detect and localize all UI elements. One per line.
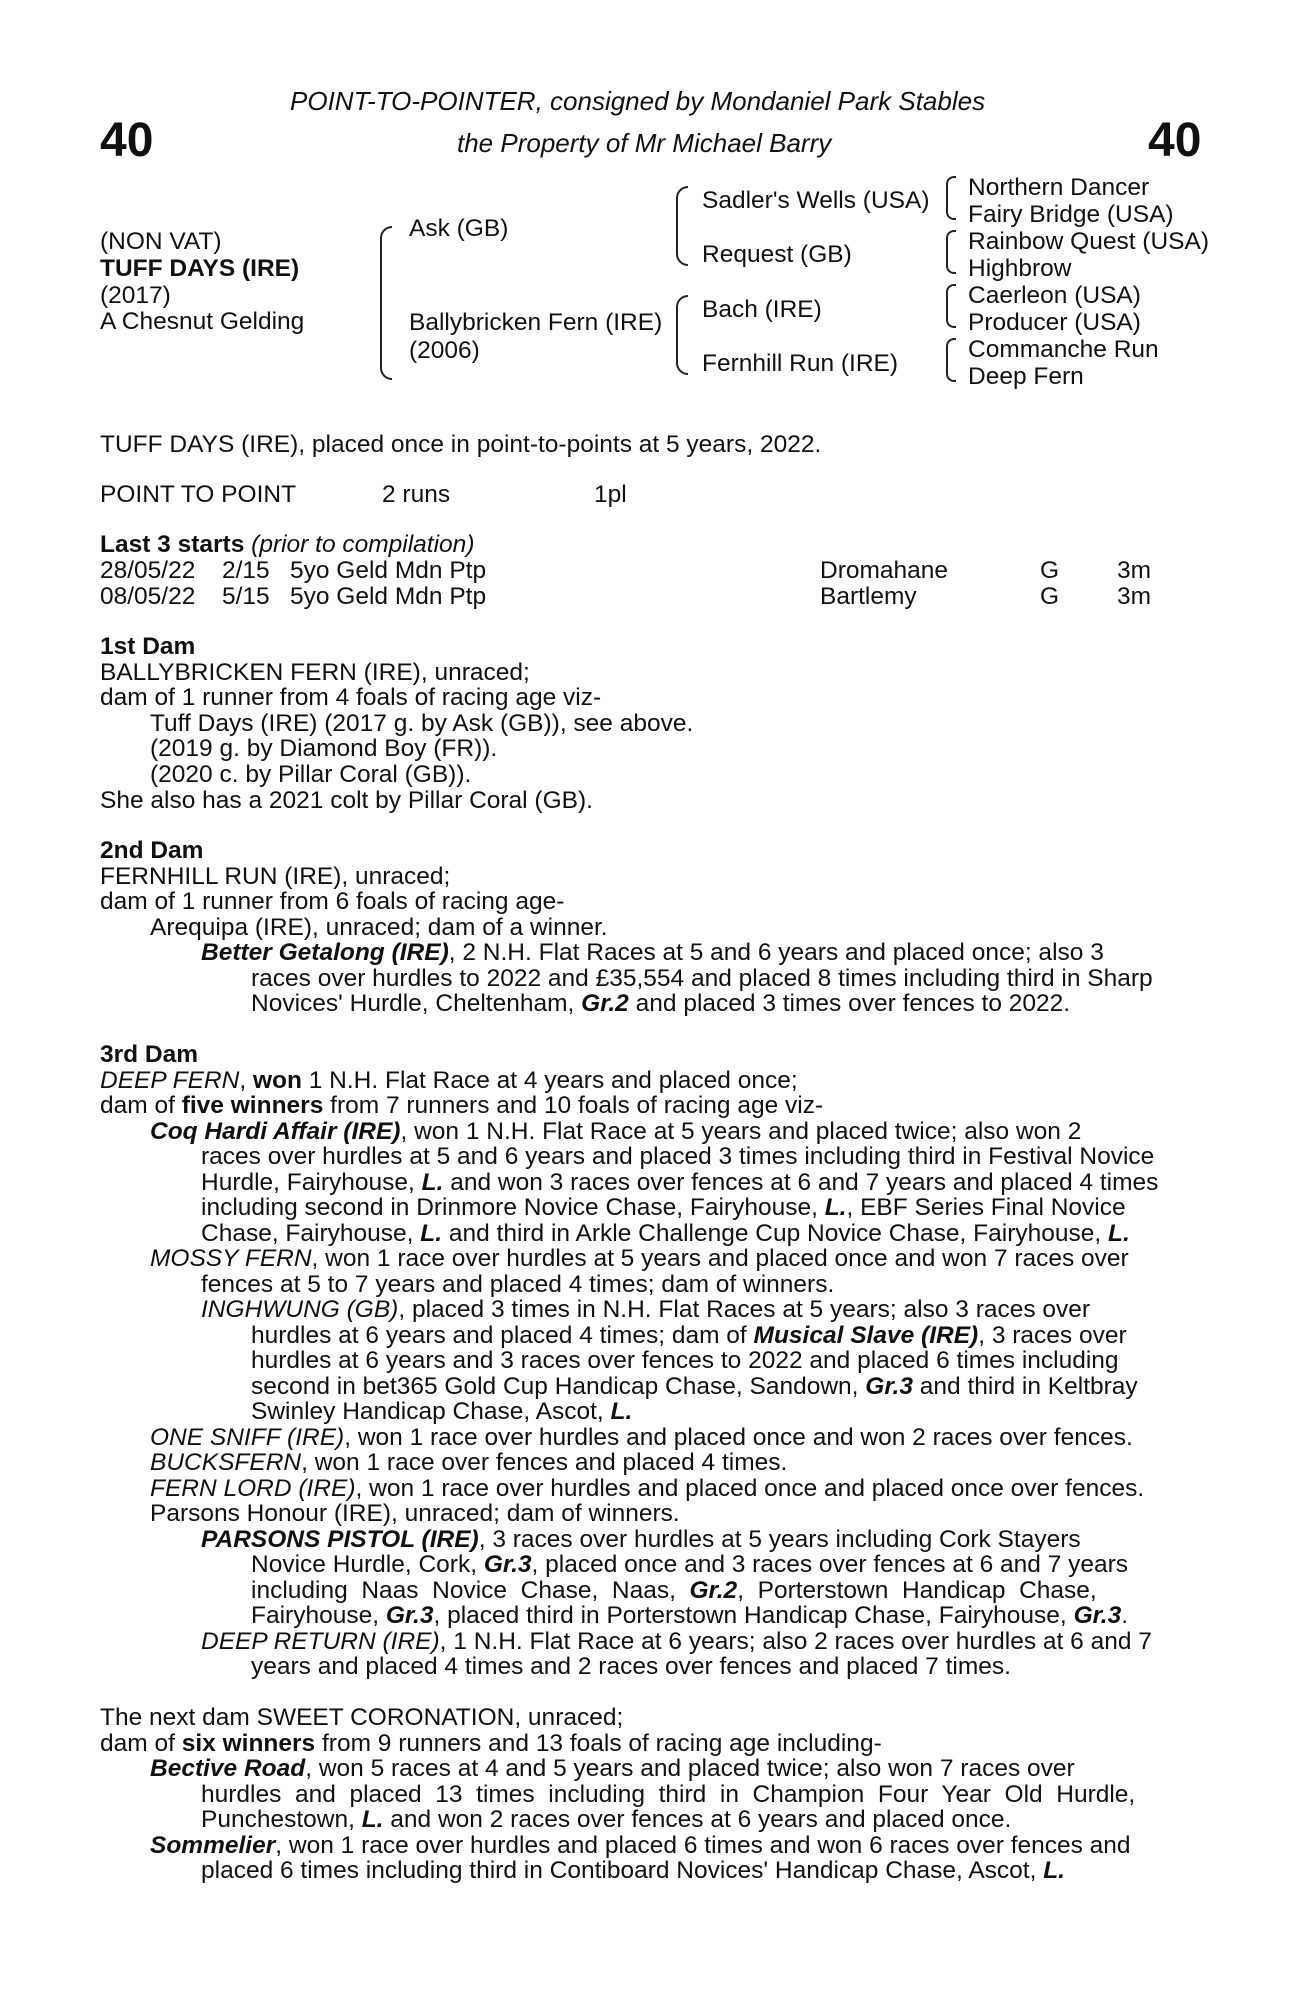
- third-dam-line: PARSONS PISTOL (IRE), 3 races over hurdles at 5 years including Cork Stayers: [201, 1526, 1081, 1553]
- dam-sire-name: Bach (IRE): [702, 296, 822, 323]
- pedigree-brace-gg4: [946, 338, 956, 382]
- third-dam-line: including second in Drinmore Novice Chase, Fairyhouse, L., EBF Series Final Novice: [201, 1194, 1126, 1221]
- first-dam-line: (2019 g. by Diamond Boy (FR)).: [150, 735, 498, 762]
- third-dam-line: Hurdle, Fairyhouse, L. and won 3 races over fences at 6 and 7 years and placed 4 times: [201, 1169, 1159, 1196]
- third-dam-line: Coq Hardi Affair (IRE), won 1 N.H. Flat Race at 5 years and placed twice; also won 2: [150, 1118, 1082, 1145]
- record-placed: 1pl: [594, 481, 627, 508]
- record-label: POINT TO POINT: [100, 481, 297, 508]
- first-dam-heading: 1st Dam: [100, 633, 196, 660]
- lot-number-right: 40: [1148, 114, 1202, 167]
- dam-name: Ballybricken Fern (IRE): [409, 309, 663, 336]
- start-position: 2/15: [222, 557, 270, 584]
- third-dam-line: dam of five winners from 7 runners and 10 foals of racing age viz-: [100, 1092, 824, 1119]
- ggp-7: Commanche Run: [968, 336, 1159, 363]
- third-dam-line: DEEP RETURN (IRE), 1 N.H. Flat Race at 6 years; also 2 races over hurdles at 6 and 7: [201, 1628, 1152, 1655]
- ggp-8: Deep Fern: [968, 363, 1084, 390]
- ggp-6: Producer (USA): [968, 309, 1141, 336]
- third-dam-heading: 3rd Dam: [100, 1041, 199, 1068]
- third-dam-line: Fairyhouse, Gr.3, placed third in Porterstown Handicap Chase, Fairyhouse, Gr.3.: [251, 1602, 1129, 1629]
- third-dam-line: Parsons Honour (IRE), unraced; dam of winners.: [150, 1500, 680, 1527]
- third-dam-line: second in bet365 Gold Cup Handicap Chase, Sandown, Gr.3 and third in Keltbray: [251, 1373, 1138, 1400]
- start-course: Dromahane: [820, 557, 949, 584]
- third-dam-line: fences at 5 to 7 years and placed 4 times; dam of winners.: [201, 1271, 835, 1298]
- pedigree-brace-gg1: [946, 176, 956, 220]
- next-dam-line: The next dam SWEET CORONATION, unraced;: [100, 1704, 624, 1731]
- ggp-5: Caerleon (USA): [968, 282, 1141, 309]
- pedigree-brace-gg2: [946, 230, 956, 274]
- property-line: the Property of Mr Michael Barry: [457, 128, 832, 158]
- first-dam-line: She also has a 2021 colt by Pillar Coral (GB).: [100, 787, 593, 814]
- dam-year: (2006): [409, 337, 480, 364]
- third-dam-line: MOSSY FERN, won 1 race over hurdles at 5 years and placed once and won 7 races over: [150, 1245, 1129, 1272]
- third-dam-line: Swinley Handicap Chase, Ascot, L.: [251, 1398, 633, 1425]
- next-dam-line: hurdles and placed 13 times including third in Champion Four Year Old Hurdle,: [201, 1781, 1136, 1808]
- ggp-2: Fairy Bridge (USA): [968, 201, 1174, 228]
- dam-dam-name: Fernhill Run (IRE): [702, 350, 899, 377]
- pedigree-brace-gg3: [946, 284, 956, 328]
- pedigree-brace-sire: [676, 186, 688, 266]
- horse-name: TUFF DAYS (IRE): [100, 255, 300, 282]
- third-dam-line: BUCKSFERN, won 1 race over fences and placed 4 times.: [150, 1449, 788, 1476]
- first-dam-line: dam of 1 runner from 4 foals of racing age viz-: [100, 684, 602, 711]
- consignor-line: POINT-TO-POINTER, consigned by Mondaniel Park Stables: [290, 86, 986, 116]
- third-dam-line: hurdles at 6 years and placed 4 times; dam of Musical Slave (IRE), 3 races over: [251, 1322, 1127, 1349]
- third-dam-line: Chase, Fairyhouse, L. and third in Arkle Challenge Cup Novice Chase, Fairyhouse, L.: [201, 1220, 1130, 1247]
- start-going: G: [1040, 583, 1060, 610]
- start-course: Bartlemy: [820, 583, 917, 610]
- start-distance: 3m: [1117, 583, 1152, 610]
- third-dam-line: FERN LORD (IRE), won 1 race over hurdles and placed once and placed once over fences.: [150, 1475, 1145, 1502]
- first-dam-line: (2020 c. by Pillar Coral (GB)).: [150, 761, 472, 788]
- horse-year: (2017): [100, 282, 171, 309]
- first-dam-line: BALLYBRICKEN FERN (IRE), unraced;: [100, 659, 530, 686]
- start-going: G: [1040, 557, 1060, 584]
- third-dam-line: INGHWUNG (GB), placed 3 times in N.H. Flat Races at 5 years; also 3 races over: [201, 1296, 1091, 1323]
- third-dam-line: races over hurdles at 5 and 6 years and placed 3 times including third in Festival Novice: [201, 1143, 1155, 1170]
- second-dam-line: FERNHILL RUN (IRE), unraced;: [100, 863, 451, 890]
- next-dam-line: dam of six winners from 9 runners and 13 foals of racing age including-: [100, 1730, 882, 1757]
- second-dam-line: Novices' Hurdle, Cheltenham, Gr.2 and placed 3 times over fences to 2022.: [251, 990, 1071, 1017]
- third-dam-line: Novice Hurdle, Cork, Gr.3, placed once and 3 races over fences at 6 and 7 years: [251, 1551, 1129, 1578]
- sire-dam-name: Request (GB): [702, 241, 852, 268]
- second-dam-line: dam of 1 runner from 6 foals of racing age-: [100, 888, 565, 915]
- race-summary: TUFF DAYS (IRE), placed once in point-to-points at 5 years, 2022.: [100, 431, 822, 458]
- first-dam-line: Tuff Days (IRE) (2017 g. by Ask (GB)), see above.: [150, 710, 694, 737]
- third-dam-line: DEEP FERN, won 1 N.H. Flat Race at 4 years and placed once;: [100, 1067, 798, 1094]
- vat-status: (NON VAT): [100, 228, 222, 255]
- ggp-1: Northern Dancer: [968, 174, 1150, 201]
- start-date: 08/05/22: [100, 583, 196, 610]
- next-dam-line: placed 6 times including third in Contiboard Novices' Handicap Chase, Ascot, L.: [201, 1857, 1065, 1884]
- start-position: 5/15: [222, 583, 270, 610]
- sire-name: Ask (GB): [409, 215, 509, 242]
- start-race: 5yo Geld Mdn Ptp: [290, 557, 487, 584]
- sire-sire-name: Sadler's Wells (USA): [702, 187, 930, 214]
- record-runs: 2 runs: [382, 481, 451, 508]
- third-dam-line: hurdles at 6 years and 3 races over fences to 2022 and placed 6 times including: [251, 1347, 1119, 1374]
- pedigree-brace-main: [380, 226, 392, 380]
- pedigree-brace-dam: [676, 295, 688, 375]
- last-starts-heading: Last 3 starts (prior to compilation): [100, 531, 475, 558]
- lot-number-left: 40: [100, 114, 154, 167]
- start-distance: 3m: [1117, 557, 1152, 584]
- ggp-3: Rainbow Quest (USA): [968, 228, 1210, 255]
- next-dam-line: Sommelier, won 1 race over hurdles and placed 6 times and won 6 races over fences and: [150, 1832, 1131, 1859]
- third-dam-line: ONE SNIFF (IRE), won 1 race over hurdles and placed once and won 2 races over fences.: [150, 1424, 1133, 1451]
- second-dam-line: Better Getalong (IRE), 2 N.H. Flat Races at 5 and 6 years and placed once; also 3: [201, 939, 1104, 966]
- next-dam-line: Punchestown, L. and won 2 races over fences at 6 years and placed once.: [201, 1806, 1012, 1833]
- next-dam-line: Bective Road, won 5 races at 4 and 5 years and placed twice; also won 7 races over: [150, 1755, 1075, 1782]
- second-dam-line: races over hurdles to 2022 and £35,554 and placed 8 times including third in Sharp: [251, 965, 1153, 992]
- start-race: 5yo Geld Mdn Ptp: [290, 583, 487, 610]
- second-dam-heading: 2nd Dam: [100, 837, 204, 864]
- third-dam-line: years and placed 4 times and 2 races over fences and placed 7 times.: [251, 1653, 1011, 1680]
- third-dam-line: including Naas Novice Chase, Naas, Gr.2, Porterstown Handicap Chase,: [251, 1577, 1097, 1604]
- horse-description: A Chesnut Gelding: [100, 308, 305, 335]
- second-dam-line: Arequipa (IRE), unraced; dam of a winner.: [150, 914, 608, 941]
- ggp-4: Highbrow: [968, 255, 1072, 282]
- start-date: 28/05/22: [100, 557, 196, 584]
